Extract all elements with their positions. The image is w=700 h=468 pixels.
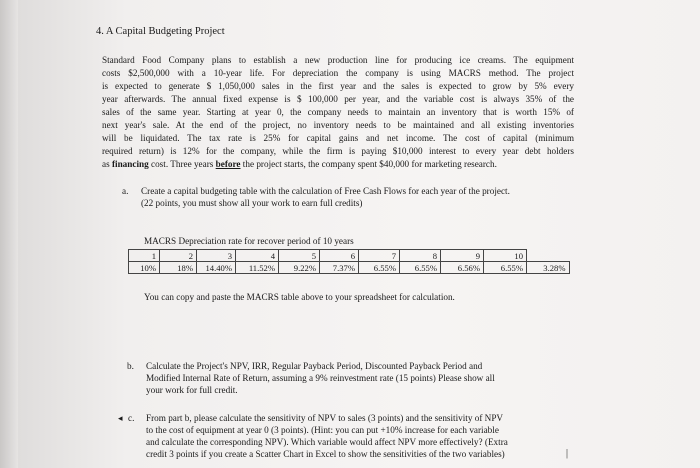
part-c-line: and calculate the corresponding NPV). Which variable would affect NPV more effectively? (Extra <box>146 437 508 447</box>
macrs-rate-cell: 3.28% <box>527 262 570 274</box>
macrs-table <box>128 249 570 274</box>
page-edge-shadow <box>0 0 18 468</box>
macrs-rates-row <box>129 262 570 274</box>
macrs-rate-cell: 9.22% <box>279 262 320 274</box>
part-a-line: Create a capital budgeting table with the calculation of Free Cash Flows for each year of the project. <box>141 186 510 196</box>
part-c-label: c. <box>128 413 135 423</box>
macrs-year-cell: 6 <box>320 250 359 262</box>
macrs-year-cell: 2 <box>160 250 197 262</box>
macrs-rate-cell: 18% <box>160 262 197 274</box>
part-a-label: a. <box>122 186 129 196</box>
macrs-year-cell: 10 <box>484 250 527 262</box>
question-heading: 4. A Capital Budgeting Project <box>96 26 225 37</box>
intro-last-mid: cost. Three years <box>148 159 216 169</box>
pointer-arrow-icon: ◂ <box>118 413 123 423</box>
macrs-rate-cell: 7.37% <box>320 262 359 274</box>
macrs-rate-cell: 14.40% <box>197 262 236 274</box>
macrs-rate-cell: 6.56% <box>441 262 484 274</box>
macrs-note: You can copy and paste the MACRS table above to your spreadsheet for calculation. <box>144 292 455 302</box>
macrs-year-cell: 9 <box>441 250 484 262</box>
macrs-title: MACRS Depreciation rate for recover period of 10 years <box>144 236 354 246</box>
intro-last-post: the project starts, the company spent $40,000 for marketing research. <box>240 159 497 169</box>
intro-line: Standard Food Company plans to establish a new production line for producing ice creams. The equipment <box>102 55 574 65</box>
intro-line: sales of the same year. Starting at year 0, the company needs to maintain an inventory that is worth 15% of <box>102 107 574 117</box>
macrs-year-cell: 1 <box>129 250 160 262</box>
intro-before-word: before <box>215 159 241 169</box>
text-cursor-icon: | <box>566 448 569 459</box>
macrs-year-cell: 7 <box>359 250 400 262</box>
macrs-rate-cell: 11.52% <box>236 262 279 274</box>
part-b-label: b. <box>127 361 134 371</box>
macrs-year-cell: 5 <box>279 250 320 262</box>
part-a-line: (22 points, you must show all your work to earn full credits) <box>141 198 363 208</box>
part-b-line: Calculate the Project's NPV, IRR, Regular Payback Period, Discounted Payback Period and <box>146 361 483 371</box>
intro-line: is expected to generate $ 1,050,000 sales in the first year and the sales is expected to grow by 5% every <box>102 81 574 91</box>
macrs-rate-cell: 6.55% <box>484 262 527 274</box>
intro-line: costs $2,500,000 with a 10-year life. For depreciation the company is using MACRS method. The project <box>102 68 574 78</box>
intro-line: next year's sale. At the end of the project, no inventory needs to be maintained and all existing inventories <box>102 120 574 130</box>
intro-line: required return) is 12% for the company, while the firm is paying $10,000 interest to every year debt holders <box>102 146 574 156</box>
intro-last-pre: as <box>102 159 112 169</box>
macrs-year-cell: 3 <box>197 250 236 262</box>
part-b-line: your work for full credit. <box>146 385 238 395</box>
intro-line: year afterwards. The annual fixed expense is $ 100,000 per year, and the variable cost is always 35% of the <box>102 94 574 104</box>
intro-last-line <box>102 159 497 170</box>
macrs-years-row <box>129 250 570 262</box>
part-b-line: Modified Internal Rate of Return, assuming a 9% reinvestment rate (15 points) Please show all <box>146 373 495 383</box>
macrs-rate-cell: 10% <box>129 262 160 274</box>
macrs-year-cell: 4 <box>236 250 279 262</box>
part-c-line: From part b, please calculate the sensitivity of NPV to sales (3 points) and the sensitivity of NPV <box>146 413 504 423</box>
part-c-line: to the cost of equipment at year 0 (3 points). (Hint: you can put +10% increase for each variable <box>146 425 499 435</box>
intro-financing-word: financing <box>111 159 149 169</box>
macrs-empty-cell <box>527 250 570 262</box>
part-c-line: credit 3 points if you create a Scatter Chart in Excel to show the sensitivities of the two variables) <box>146 449 505 459</box>
macrs-year-cell: 8 <box>400 250 441 262</box>
macrs-rate-cell: 6.55% <box>400 262 441 274</box>
macrs-rate-cell: 6.55% <box>359 262 400 274</box>
intro-line: will be liquidated. The tax rate is 25% for capital gains and net income. The cost of capital (minimum <box>102 133 574 143</box>
